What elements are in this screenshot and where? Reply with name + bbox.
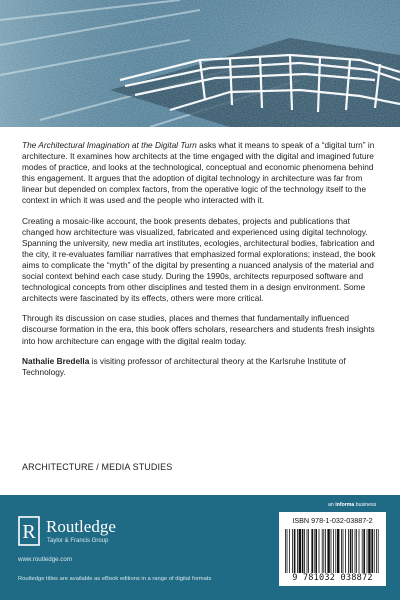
barcode-bar xyxy=(367,529,368,573)
barcode-bar xyxy=(308,529,309,573)
description-paragraph-2: Creating a mosaic-like account, the book presents debates, projects and publications that changed how architecture was visualized, fabricated and experienced using digital technology. Spanning the university, new media art institutes, ecologies, architectural bodies, fabrication and the city, it re-evaluates familiar narratives that emphasized formal explorations; instead, the book aims to complicate the “myth” of the digital by presenting a nuanced analysis of the material and social context behind each case study. During the 1990s, architects repurposed software and technological concepts from other disciplines and tested them in a design environment. Some architects were fascinated by its effects, others were more critical. xyxy=(22,215,376,304)
barcode-bar xyxy=(337,529,339,573)
author-bio xyxy=(22,356,382,378)
publisher-name: Routledge xyxy=(46,517,116,536)
author-name: Nathalie Bredella xyxy=(22,355,90,366)
publisher-group: Taylor & Francis Group xyxy=(47,538,109,544)
barcode-bar xyxy=(335,529,336,573)
barcode-bar xyxy=(323,529,324,573)
informa-prefix: an xyxy=(328,502,334,508)
description-paragraph-1 xyxy=(22,140,382,207)
barcode-bar xyxy=(343,529,344,573)
barcode-bar xyxy=(333,529,334,573)
barcode-bar xyxy=(315,529,317,573)
back-cover-text xyxy=(22,140,382,387)
barcode-panel xyxy=(279,512,386,586)
routledge-mark-icon xyxy=(18,516,40,546)
barcode-number: 9 781032 038872 xyxy=(292,573,373,583)
informa-brand: informa xyxy=(335,502,355,508)
barcode-bar xyxy=(302,529,304,573)
book-title-inline: The Architectural Imagination at the Digital Turn xyxy=(22,140,197,150)
author-bio-text: is visiting professor of architectural theory at the Karlsruhe Institute of Technology. xyxy=(22,355,346,377)
barcode-bar xyxy=(371,529,373,573)
barcode-bar xyxy=(359,529,360,573)
barcode-bar xyxy=(311,529,313,573)
ebook-note: Routledge titles are available as eBook editions in a range of digital formats xyxy=(18,576,212,582)
subject-category: ARCHITECTURE / MEDIA STUDIES xyxy=(22,462,173,472)
barcode-bar xyxy=(285,529,286,573)
architectural-model-image xyxy=(0,0,400,127)
barcode-bar xyxy=(307,529,308,573)
barcode-image xyxy=(285,529,380,573)
barcode-bar xyxy=(289,529,290,573)
barcode-bar xyxy=(319,529,320,573)
cover-photo xyxy=(0,0,400,127)
barcode-bar xyxy=(322,529,323,573)
barcode-bar xyxy=(304,529,305,573)
barcode-bar xyxy=(297,529,298,573)
barcode-bar xyxy=(325,529,326,573)
barcode-bar xyxy=(362,529,363,573)
barcode-bar xyxy=(327,529,329,573)
barcode-bar xyxy=(363,529,365,573)
barcode-bar xyxy=(376,529,377,573)
barcode-bar xyxy=(331,529,332,573)
barcode-bar xyxy=(350,529,352,573)
informa-business-label xyxy=(328,502,376,508)
barcode-bar xyxy=(348,529,349,573)
routledge-logo xyxy=(18,514,168,554)
barcode-bar xyxy=(356,529,357,573)
barcode-bar xyxy=(368,529,370,573)
description-text: asks what it means to speak of a “digital turn” in architecture. It examines how architects at the time engaged with the digital and imagined future modes of practice, and looks at the technological, conceptual and economic phenomena behind this engagement. It argues that the adoption of digital technology in architecture was far from linear but depended on complex factors, from the operative logic of the technology itself to the context in which it was used and the people who interacted with it. xyxy=(22,140,375,206)
barcode-bar xyxy=(374,529,375,573)
barcode-bar xyxy=(314,529,315,573)
barcode-bar xyxy=(355,529,356,573)
barcode-bar xyxy=(287,529,288,573)
barcode-bar xyxy=(345,529,346,573)
isbn-label: ISBN 978-1-032-03887-2 xyxy=(292,516,373,525)
barcode-bar xyxy=(292,529,293,573)
barcode-bar xyxy=(341,529,342,573)
description-paragraph-3: Through its discussion on case studies, places and themes that fundamentally influenced discourse formation in the era, this book offers scholars, researchers and students fresh insights into how architecture can engage with the digital realm today. xyxy=(22,313,375,346)
informa-suffix: business xyxy=(355,502,377,508)
svg-text:R: R xyxy=(22,521,36,543)
barcode-bar xyxy=(352,529,353,573)
barcode-bar xyxy=(299,529,301,573)
publisher-website: www.routledge.com xyxy=(18,556,72,563)
barcode-bar xyxy=(294,529,296,573)
barcode-bar xyxy=(378,529,379,573)
